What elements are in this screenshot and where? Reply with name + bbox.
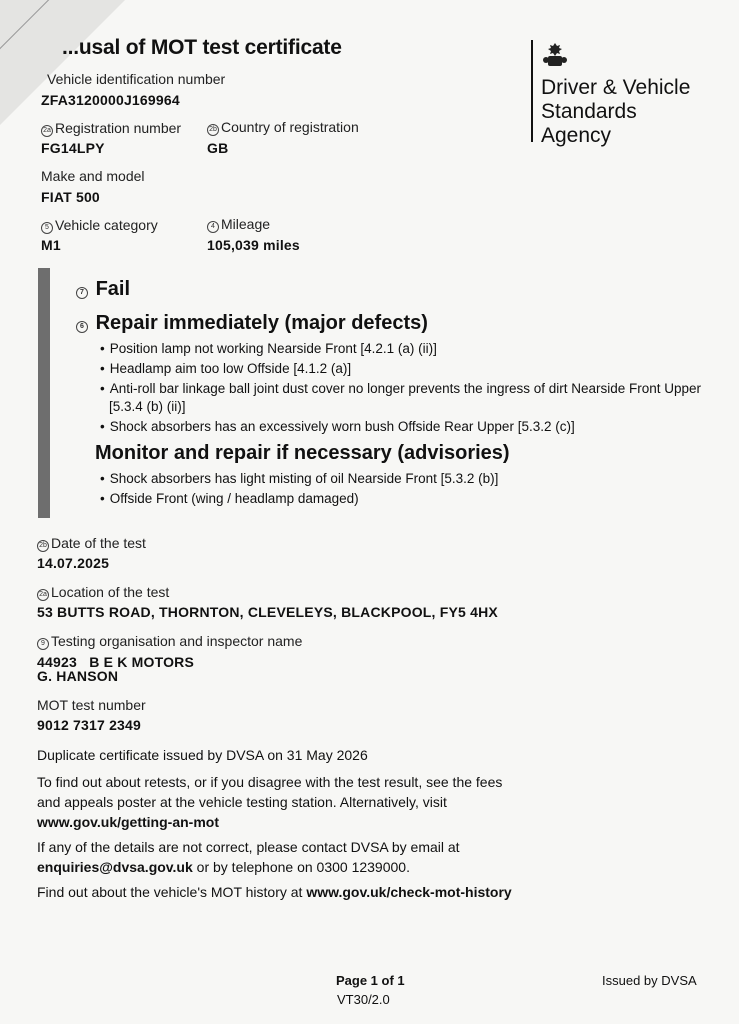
category-num-badge: 5 — [41, 222, 53, 234]
agency-name — [541, 76, 690, 148]
organisation-name: B E K MOTORS — [89, 654, 195, 670]
org-num-badge: 9 — [37, 638, 49, 650]
test-date-label-text: Date of the test — [51, 535, 146, 551]
category-label — [41, 217, 158, 234]
country-value: GB — [207, 140, 229, 156]
location-value: 53 BUTTS ROAD, THORNTON, CLEVELEYS, BLACKPOOL, FY5 4HX — [37, 604, 498, 620]
logo-divider — [531, 40, 533, 142]
country-num-badge: 2b — [207, 124, 219, 136]
retest-text: To find out about retests, or if you disagree with the test result, see the fees and appeals poster at the vehicle testing station. Alternatively, visit — [37, 774, 503, 810]
category-label-text: Vehicle category — [55, 217, 158, 233]
country-label — [207, 119, 359, 136]
history-text: Find out about the vehicle's MOT history at — [37, 884, 307, 900]
agency-line-2: Standards — [541, 100, 637, 123]
major-num-badge: 6 — [76, 321, 88, 333]
make-value: FIAT 500 — [41, 189, 100, 205]
form-code: VT30/2.0 — [337, 992, 390, 1007]
date-num-badge: 2b — [37, 540, 49, 552]
fail-heading — [76, 278, 130, 301]
dvsa-email-link[interactable]: enquiries@dvsa.gov.uk — [37, 859, 193, 875]
contact-text: If any of the details are not correct, please contact DVSA by email at — [37, 839, 460, 855]
registration-label — [41, 120, 181, 137]
major-defects-list — [97, 340, 707, 438]
list-item: • Shock absorbers has an excessively worn bush Offside Rear Upper [5.3.2 (c)] — [97, 418, 707, 436]
agency-line-3: Agency — [541, 124, 612, 147]
registration-label-text: Registration number — [55, 120, 182, 136]
inspector-name: G. HANSON — [37, 668, 119, 684]
major-defects-heading — [76, 312, 428, 335]
list-item: • Position lamp not working Nearside Front [4.2.1 (a) (ii)] — [97, 340, 707, 358]
list-item: • Shock absorbers has light misting of oil Nearside Front [5.3.2 (b)] — [97, 470, 707, 488]
duplicate-notice: Duplicate certificate issued by DVSA on 31 May 2026 — [37, 747, 368, 763]
contact-info — [37, 837, 537, 877]
organisation-label-text: Testing organisation and inspector name — [51, 633, 303, 649]
organisation-label — [37, 633, 302, 650]
advisories-heading: Monitor and repair if necessary (advisories) — [95, 442, 510, 464]
test-date-label — [37, 535, 146, 552]
mileage-label — [207, 216, 270, 233]
major-heading-text: Repair immediately (major defects) — [95, 312, 428, 334]
registration-value: FG14LPY — [41, 140, 105, 156]
page-number: Page 1 of 1 — [336, 973, 405, 988]
vin-label — [47, 71, 225, 87]
agency-line-1: Driver & Vehicle — [541, 76, 691, 99]
result-side-bar — [38, 268, 50, 518]
page-title: ...usal of MOT test certificate — [62, 36, 342, 59]
retest-info — [37, 772, 527, 832]
country-label-text: Country of registration — [221, 119, 359, 135]
list-item: • Anti-roll bar linkage ball joint dust cover no longer prevents the ingress of dirt Nearside Front Upper [5.3.4 (b) (ii)] — [97, 380, 707, 416]
test-number-value: 9012 7317 2349 — [37, 717, 142, 733]
category-value: M1 — [41, 237, 61, 253]
contact-phone-text: or by telephone on 0300 1239000. — [192, 859, 410, 875]
registration-num-badge: 2a — [41, 125, 53, 137]
royal-crest-icon — [540, 40, 570, 70]
getting-an-mot-link[interactable]: www.gov.uk/getting-an-mot — [37, 814, 219, 830]
mot-history-info — [37, 882, 707, 902]
mileage-num-badge: 4 — [207, 221, 219, 233]
advisories-list — [97, 470, 707, 510]
organisation-id: 44923 — [37, 654, 77, 670]
vin-value: ZFA3120000J169964 — [41, 92, 180, 108]
list-item: • Headlamp aim too low Offside [4.1.2 (a)] — [97, 360, 707, 378]
location-label-text: Location of the test — [51, 584, 170, 600]
fail-text: Fail — [95, 278, 131, 300]
list-item: • Offside Front (wing / headlamp damaged) — [97, 490, 707, 508]
check-mot-history-link[interactable]: www.gov.uk/check-mot-history — [306, 884, 512, 900]
make-label: Make and model — [41, 168, 145, 184]
location-label — [37, 584, 169, 601]
mileage-value: 105,039 miles — [207, 237, 300, 253]
location-num-badge: 2a — [37, 589, 49, 601]
fail-num-badge: 7 — [76, 287, 88, 299]
vin-label-text: Vehicle identification number — [47, 71, 226, 87]
test-number-label: MOT test number — [37, 697, 146, 713]
issued-by: Issued by DVSA — [602, 973, 697, 988]
test-date-value: 14.07.2025 — [37, 555, 110, 571]
mileage-label-text: Mileage — [221, 216, 271, 232]
